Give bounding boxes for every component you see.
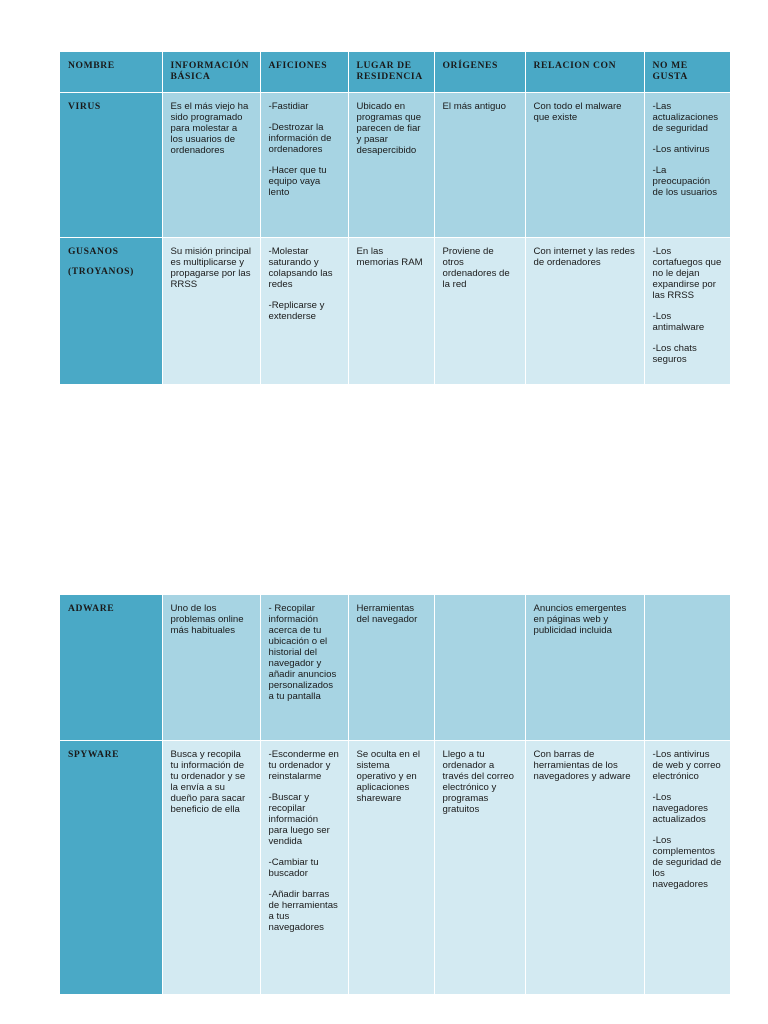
row-name-spyware (60, 740, 162, 994)
cell-text: Su misión principal es multiplicarse y propagarse por las RRSS (170, 246, 252, 290)
row-name-virus (60, 93, 162, 238)
row-adware (60, 595, 730, 740)
malware-table-top (60, 52, 730, 384)
header-lugar-residencia: LUGAR DE RESIDENCIA (348, 52, 434, 93)
spyware-aficiones (260, 740, 348, 994)
cell-text: Proviene de otros ordenadores de la red (442, 246, 510, 290)
spyware-relacion (525, 740, 644, 994)
gusanos-relacion (525, 238, 644, 384)
gusanos-lugar (348, 238, 434, 384)
cell-text: -Los complementos de seguridad de los navegadores (652, 834, 722, 890)
cell-text: Se oculta en el sistema operativo y en aplicaciones shareware (356, 748, 420, 804)
header-row (60, 52, 730, 93)
header-informacion-basica: INFORMACIÓN BÁSICA (162, 52, 260, 93)
spyware-lugar (348, 740, 434, 994)
spyware-origenes (434, 740, 525, 994)
header-nombre: NOMBRE (60, 52, 162, 93)
row-name-label: ADWARE (68, 603, 115, 614)
row-name-label: VIRUS (68, 101, 101, 112)
cell-text: -Los antivirus de web y correo electrónico (652, 748, 721, 782)
row-name-label: GUSANOS (68, 246, 119, 257)
adware-origenes (434, 595, 525, 740)
cell-text: Con internet y las redes de ordenadores (533, 246, 635, 268)
virus-lugar (348, 93, 434, 238)
spyware-info (162, 740, 260, 994)
adware-info (162, 595, 260, 740)
cell-text: -Buscar y recopilar información para luego ser vendida (268, 791, 330, 847)
adware-relacion (525, 595, 644, 740)
gusanos-no-me-gusta (644, 238, 730, 384)
virus-no-me-gusta (644, 93, 730, 238)
cell-text: -Los cortafuegos que no le dejan expandirse por las RRSS (652, 246, 722, 301)
malware-table-bottom (60, 595, 730, 994)
virus-origenes (434, 93, 525, 238)
gusanos-aficiones (260, 238, 348, 384)
header-origenes: ORÍGENES (434, 52, 525, 93)
virus-aficiones (260, 93, 348, 238)
row-gusanos (60, 238, 730, 384)
cell-text: -Los navegadores actualizados (652, 791, 708, 825)
header-no-me-gusta: NO ME GUSTA (644, 52, 730, 93)
cell-text: - Recopilar información acerca de tu ubicación o el historial del navegador y añadir anuncios personalizados a tu pantalla (268, 603, 337, 702)
cell-text: Anuncios emergentes en páginas web y publicidad incluida (533, 603, 627, 636)
cell-text: -Los antimalware (652, 311, 705, 333)
cell-text: -Añadir barras de herramientas a tus navegadores (268, 888, 338, 933)
header-aficiones: AFICIONES (260, 52, 348, 93)
cell-text: -Los antivirus (652, 144, 710, 155)
cell-text: -Molestar saturando y colapsando las redes (268, 246, 333, 290)
cell-text: Llego a tu ordenador a través del correo electrónico y programas gratuitos (442, 748, 514, 815)
row-name-adware (60, 595, 162, 740)
cell-text: Con todo el malware que existe (533, 101, 622, 123)
gusanos-origenes (434, 238, 525, 384)
cell-text: Herramientas del navegador (356, 603, 418, 625)
cell-text: Es el más viejo ha sido programado para molestar a los usuarios de ordenadores (170, 101, 249, 156)
virus-relacion (525, 93, 644, 238)
cell-text: -Hacer que tu equipo vaya lento (268, 165, 327, 198)
virus-info (162, 93, 260, 238)
gusanos-info (162, 238, 260, 384)
cell-text: Busca y recopila tu información de tu ordenador y se la envía a su dueño para sacar beneficio de ella (170, 748, 246, 815)
spyware-no-me-gusta (644, 740, 730, 994)
cell-text: -Replicarse y extenderse (268, 300, 325, 322)
cell-text: -Fastidiar (268, 101, 309, 112)
header-relacion-con: RELACION CON (525, 52, 644, 93)
cell-text: Con barras de herramientas de los navegadores y adware (533, 748, 631, 782)
row-name-gusanos (60, 238, 162, 384)
adware-aficiones (260, 595, 348, 740)
cell-text: -Los chats seguros (652, 343, 697, 365)
row-name-label: SPYWARE (68, 748, 120, 760)
cell-text: -Cambiar tu buscador (268, 856, 319, 879)
adware-no-me-gusta (644, 595, 730, 740)
cell-text: En las memorias RAM (356, 246, 423, 268)
cell-text: -Destrozar la información de ordenadores (268, 122, 332, 155)
cell-text: El más antiguo (442, 101, 506, 112)
cell-text: -Esconderme en tu ordenador y reinstalarme (268, 748, 339, 782)
cell-text: -Las actualizaciones de seguridad (652, 101, 719, 134)
row-spyware (60, 740, 730, 994)
cell-text: Ubicado en programas que parecen de fiar y pasar desapercibido (356, 101, 422, 156)
cell-text: -La preocupación de los usuarios (652, 165, 718, 198)
cell-text: Uno de los problemas online más habituales (170, 603, 244, 636)
row-name-sub-label: (TROYANOS) (68, 266, 134, 277)
row-virus (60, 93, 730, 238)
adware-lugar (348, 595, 434, 740)
